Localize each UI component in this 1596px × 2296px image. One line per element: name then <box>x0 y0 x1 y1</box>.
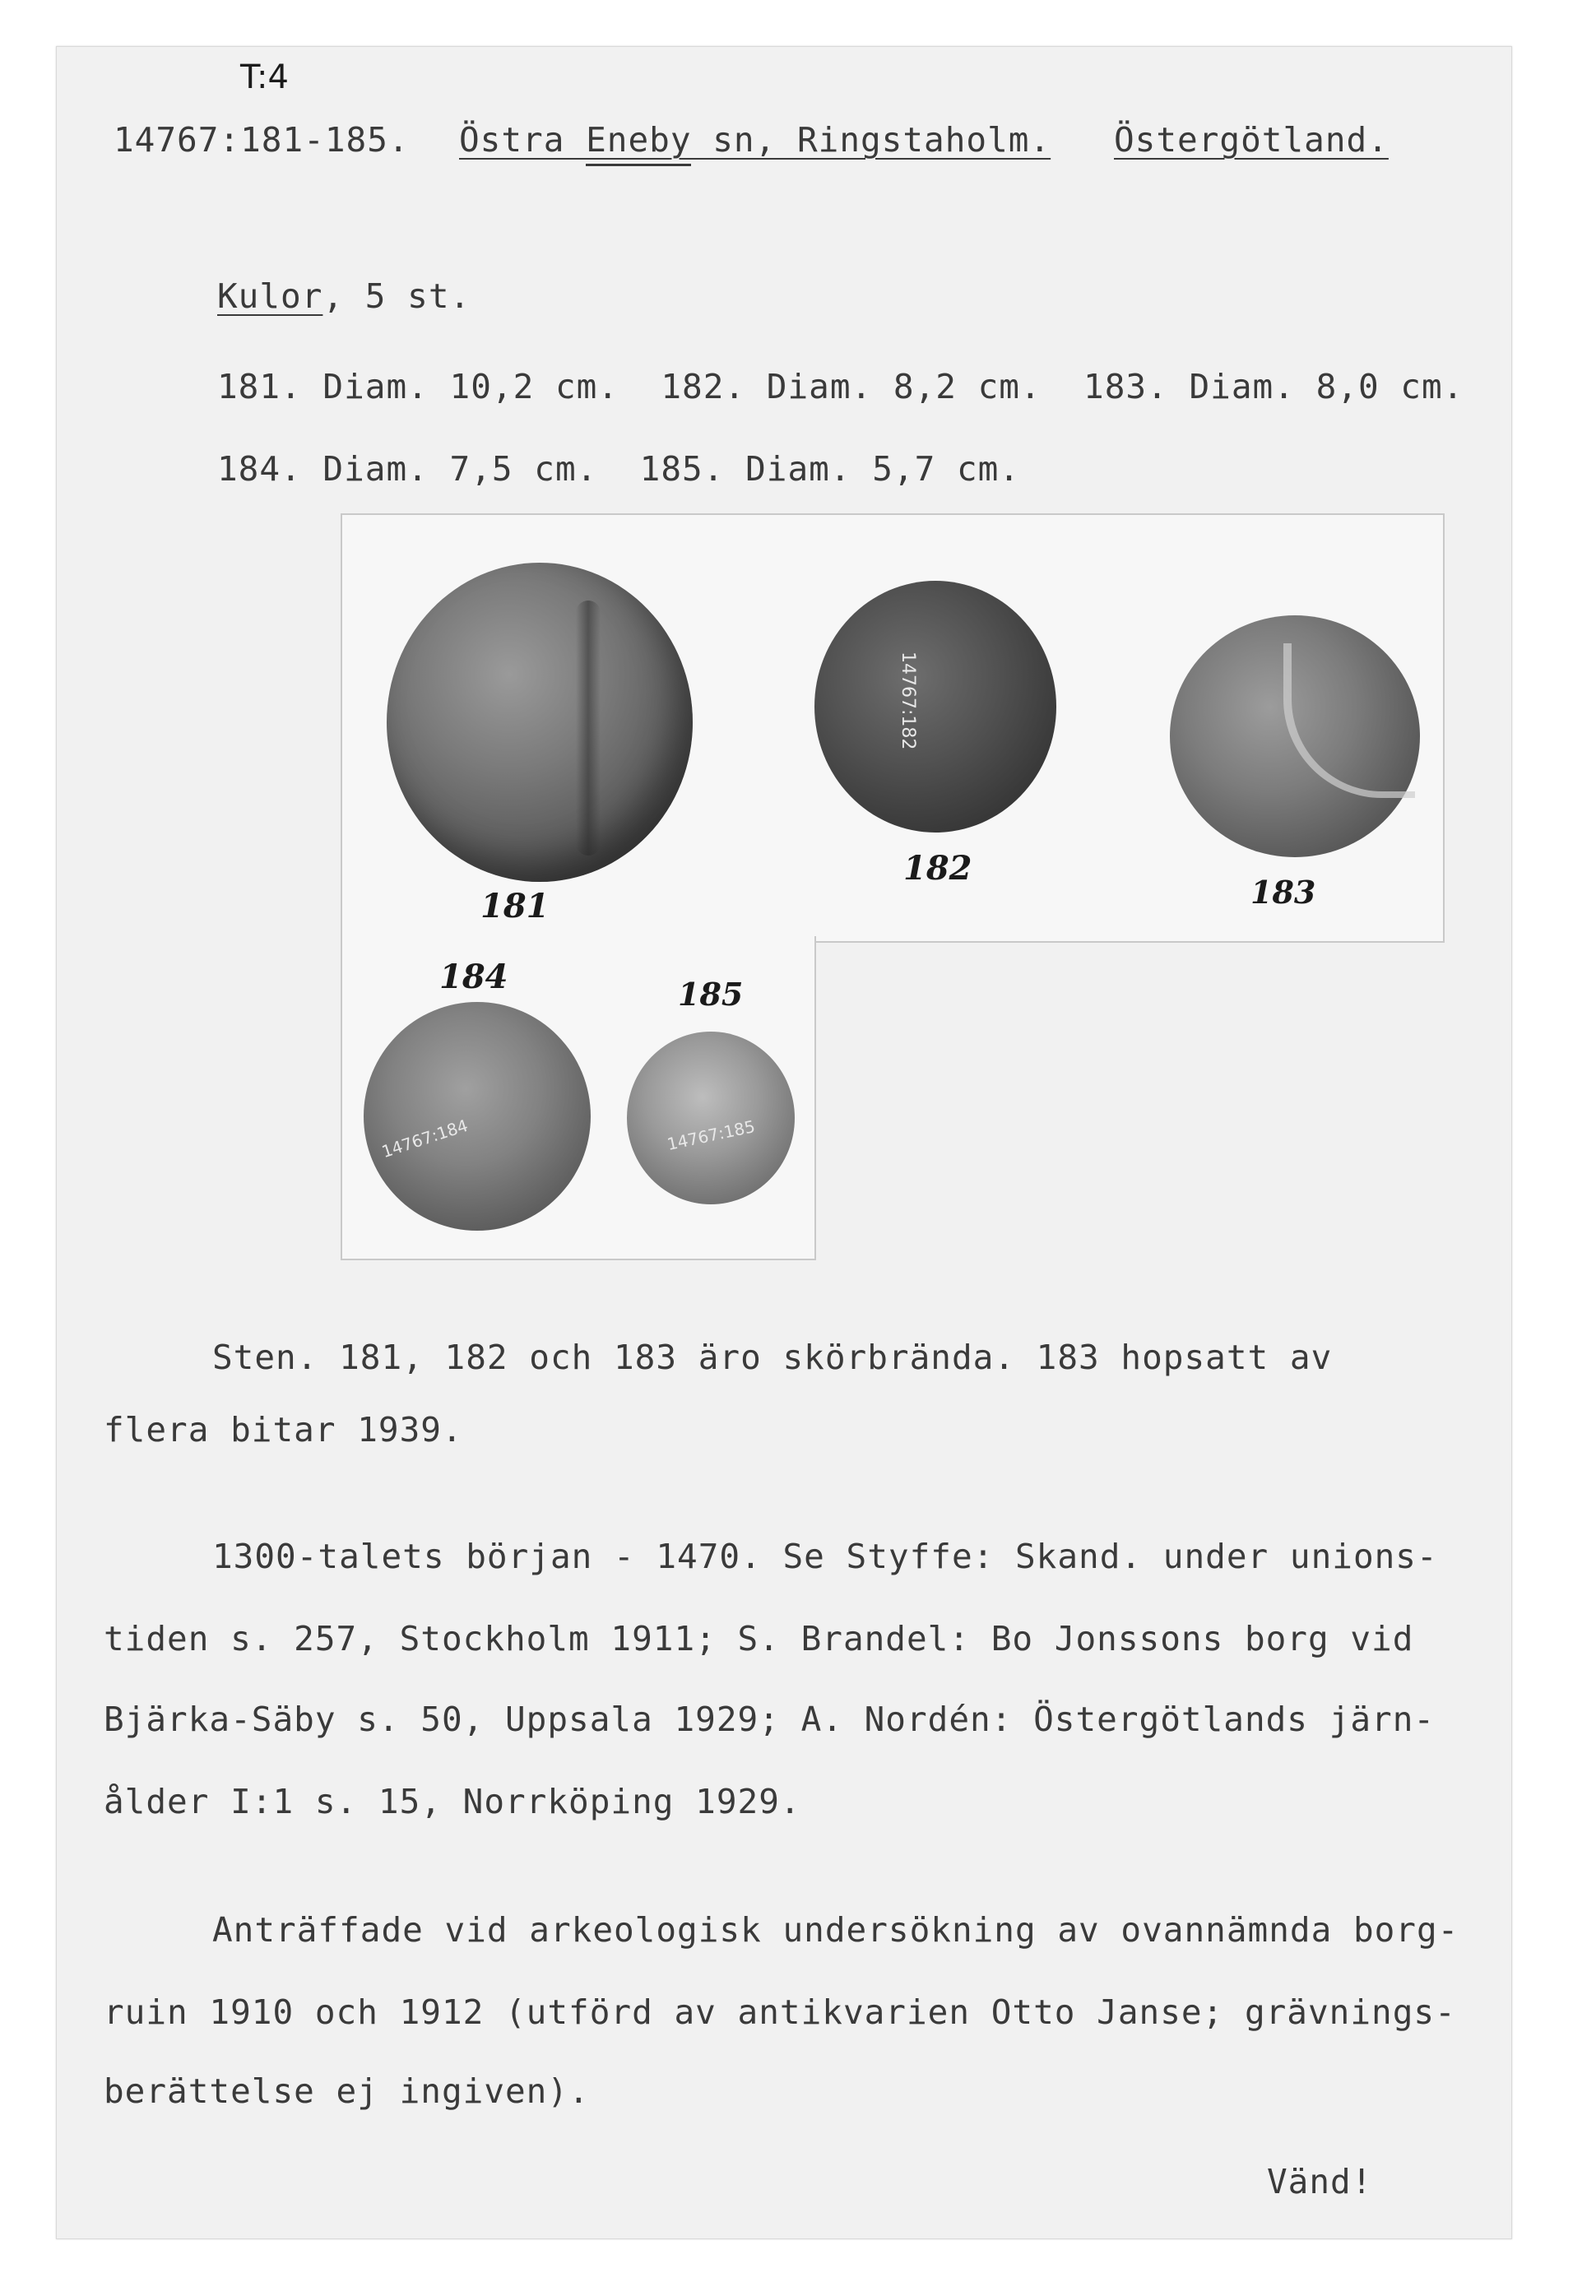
label-182: 182 <box>903 849 972 888</box>
specimen-number-184: 14767:184 <box>378 1115 471 1162</box>
specimen-number-185: 14767:185 <box>665 1116 757 1155</box>
note-2-line-3: Bjärka-Säby s. 50, Uppsala 1929; A. Nordén: Östergötlands järn- <box>104 1700 1436 1739</box>
stone-ball-182 <box>814 581 1056 833</box>
find-location: Östra Eneby sn, Ringstaholm. <box>459 120 1051 160</box>
note-3-line-2: ruin 1910 och 1912 (utförd av antikvarien Otto Janse; grävnings- <box>104 1992 1456 2032</box>
note-3-line-3: berättelse ej ingiven). <box>104 2071 590 2111</box>
turn-over-note: Vänd! <box>1267 2162 1373 2201</box>
label-185: 185 <box>678 976 744 1013</box>
label-184: 184 <box>439 958 508 996</box>
stone-ball-181 <box>387 563 693 882</box>
object-title-line <box>217 276 471 316</box>
ball-181-ridge <box>576 601 601 856</box>
note-2-line-1: 1300-talets början - 1470. Se Styffe: Skand. under unions- <box>212 1537 1438 1576</box>
specimen-number-182: 14767:182 <box>898 652 918 750</box>
note-2-line-4: ålder I:1 s. 15, Norrköping 1929. <box>104 1782 801 1821</box>
note-3-line-1: Anträffade vid arkeologisk undersökning av ovannämnda borg- <box>212 1910 1459 1950</box>
label-183: 183 <box>1250 874 1316 911</box>
diameter-line-1: 181. Diam. 10,2 cm. 182. Diam. 8,2 cm. 183. Diam. 8,0 cm. <box>217 367 1464 406</box>
diameter-line-2: 184. Diam. 7,5 cm. 185. Diam. 5,7 cm. <box>217 449 1020 489</box>
stone-ball-184 <box>364 1002 591 1231</box>
catalog-number: 14767:181-185. <box>114 120 410 160</box>
object-title: Kulor <box>217 276 323 316</box>
location-extra-underline <box>586 164 691 166</box>
object-count: , 5 st. <box>322 276 471 316</box>
corner-mark: T:4 <box>240 58 289 96</box>
label-181: 181 <box>480 887 550 925</box>
note-1-line-2: flera bitar 1939. <box>104 1410 463 1449</box>
note-2-line-2: tiden s. 257, Stockholm 1911; S. Brandel: Bo Jonssons borg vid <box>104 1619 1414 1658</box>
note-1-line-1: Sten. 181, 182 och 183 äro skörbrända. 183 hopsatt av <box>212 1338 1333 1377</box>
province: Östergötland. <box>1114 120 1389 160</box>
stone-ball-185 <box>627 1032 795 1204</box>
